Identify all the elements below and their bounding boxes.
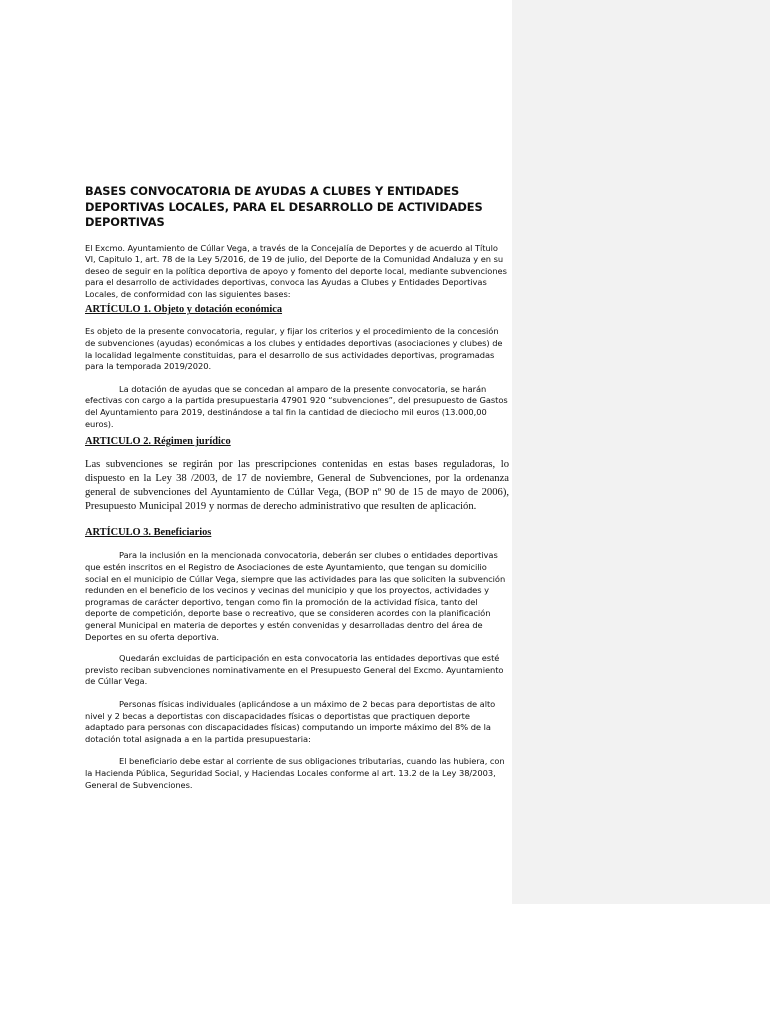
article-1-paragraph-2: La dotación de ayudas que se concedan al amparo de la presente convocatoria, se harán efectivas con cargo a la partida presupuestaria 47901 920 “subvenciones”, del presupuesto de Gastos del Ayuntamiento para 2019, destinándose a tal fin la cantidad de dieciocho mil euros (13.000,00 euros).: [85, 383, 508, 429]
article-3-paragraph-4: El beneficiario debe estar al corriente de sus obligaciones tributarias, cuando las hubiera, con la Hacienda Pública, Seguridad Social, y Haciendas Locales conforme al art. 13.2 de la Ley 38/2003, General de Subvenciones.: [85, 756, 505, 790]
article-3-paragraph-3: Personas físicas individuales (aplicándose a un máximo de 2 becas para deportistas de alto nivel y 2 becas a deportistas con discapacidades físicas o deportistas que practiquen deporte adaptado para personas con discapacidades físicas) computando un importe máximo del 8% de la dotación total asignada a en la partida presupuestaria:: [85, 698, 496, 744]
article-1-paragraph-1: Es objeto de la presente convocatoria, regular, y fijar los criterios y el procedimiento de la concesión de subvenciones (ayudas) económicas a los clubes y entidades deportivas (asociaciones y clubes) de la localidad legalmente constituidas, para el desarrollo de sus actividades deportivas, programadas para la temporada 2019/2020.: [85, 326, 503, 372]
article-1-heading: ARTÍCULO 1. Objeto y dotación económica: [85, 304, 283, 316]
article-2-heading: ARTICULO 2. Régimen jurídico: [85, 436, 231, 448]
article-2-paragraph-1: Las subvenciones se regirán por las prescripciones contenidas en estas bases reguladoras, lo dispuesto en la Ley 38 /2003, de 17 de noviembre, General de Subvenciones, por la ordenanza general de subvenciones del Ayuntamiento de Cúllar Vega, (BOP nº 90 de 15 de mayo de 2006), Presupuesto Municipal 2019 y normas de derecho administrativo que resulten de aplicación.: [85, 459, 509, 512]
comment-margin-pane: [512, 0, 770, 904]
article-3-paragraph-2: Quedarán excluidas de participación en esta convocatoria las entidades deportivas que esté previsto reciban subvenciones nominativamente en el Presupuesto General del Excmo. Ayuntamiento de Cúllar Vega.: [85, 653, 504, 687]
document-page: [85, 184, 509, 791]
article-3-heading: ARTÍCULO 3. Beneficiarios: [85, 527, 212, 539]
article-3-paragraph-1: Para la inclusión en la mencionada convocatoria, deberán ser clubes o entidades deportivas que estén inscritos en el Registro de Asociaciones de este Ayuntamiento, que tengan su domicilio social en el municipio de Cúllar Vega, siempre que las actividades para las que soliciten la subvención redunden en el beneficio de los vecinos y vecinas del municipio y que los proyectos, actividades y programas de carácter deportivo, tengan como fin la promoción de la actividad física, tanto del deporte de competición, deporte base o recreativo, que se consideren acordes con la planificación general Municipal en materia de deportes y estén convenidas y desarrolladas dentro del área de Deportes en su oferta deportiva.: [85, 550, 506, 642]
intro-paragraph: El Excmo. Ayuntamiento de Cúllar Vega, a través de la Concejalía de Deportes y de acuerdo al Título VI, Capitulo 1, art. 78 de la Ley 5/2016, de 19 de julio, del Deporte de la Comunidad Andaluza y en su deseo de seguir en la política deportiva de apoyo y fomento del deporte local, mediante subvenciones para el desarrollo de actividades deportivas, convoca las Ayudas a Clubes y Entidades Deportivas Locales, de conformidad con las siguientes bases:: [85, 242, 507, 299]
document-title: BASES CONVOCATORIA DE AYUDAS A CLUBES Y ENTIDADES DEPORTIVAS LOCALES, PARA EL DESARROLLO DE ACTIVIDADES DEPORTIVAS: [85, 184, 483, 229]
